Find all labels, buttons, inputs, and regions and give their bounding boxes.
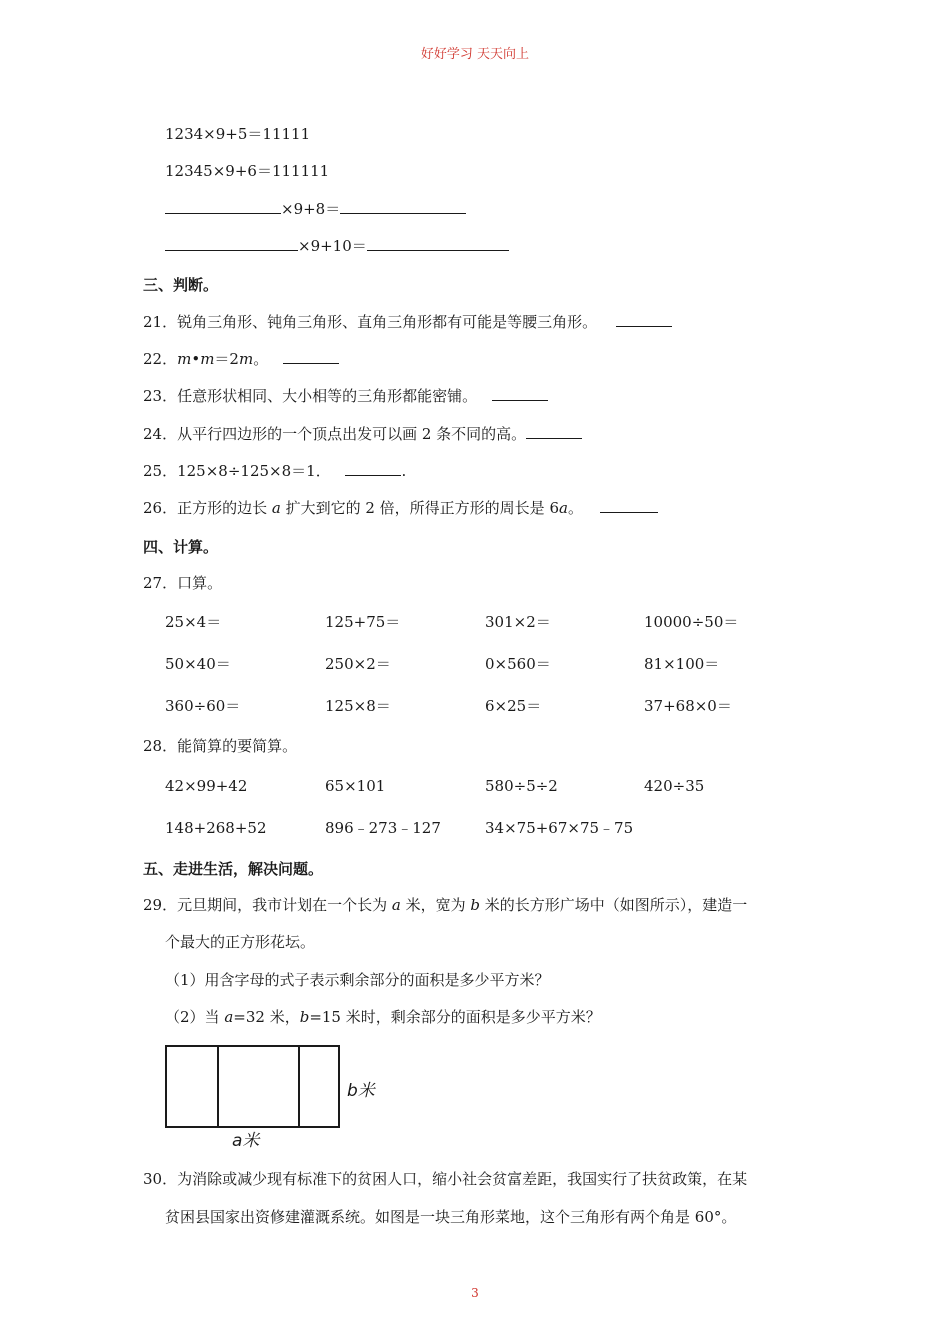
rectangle-figure <box>160 1040 400 1155</box>
oral-item: 37+68×0＝ <box>644 697 732 715</box>
pattern-expression: ×9+8＝ <box>281 200 341 218</box>
question-26: 26．正方形的边长 a 扩大到它的 2 倍，所得正方形的周长是 6a。 <box>143 498 658 518</box>
answer-blank[interactable] <box>492 386 548 401</box>
answer-blank[interactable] <box>526 424 582 439</box>
simplify-item: 42×99+42 <box>165 777 248 795</box>
oral-item: 6×25＝ <box>485 697 542 715</box>
question-27: 27．口算。 <box>143 574 223 592</box>
simplify-item: 65×101 <box>325 777 386 795</box>
pattern-expression: ×9+10＝ <box>298 237 367 255</box>
oral-item: 360÷60＝ <box>165 697 241 715</box>
question-25: 25．125×8÷125×8＝1． . <box>143 462 407 480</box>
page-number: 3 <box>471 1286 479 1300</box>
plaza-rectangle <box>166 1046 339 1127</box>
oral-item: 301×2＝ <box>485 613 551 631</box>
answer-blank[interactable] <box>616 312 672 327</box>
oral-item: 125×8＝ <box>325 697 391 715</box>
oral-item: 10000÷50＝ <box>644 613 739 631</box>
simplify-item: 420÷35 <box>644 777 705 795</box>
pattern-line-4 <box>165 236 509 256</box>
simplify-item: 148+268+52 <box>165 819 267 837</box>
page-header: 好好学习 天天向上 <box>420 47 530 62</box>
answer-blank[interactable] <box>283 349 339 364</box>
question-28: 28．能简算的要简算。 <box>143 737 298 755</box>
answer-blank[interactable] <box>345 461 401 476</box>
oral-item: 125+75＝ <box>325 613 401 631</box>
pattern-line-3 <box>165 199 466 219</box>
simplify-item: 580÷5÷2 <box>485 777 558 795</box>
pattern-line-2: 12345×9+6＝111111 <box>165 162 330 180</box>
question-24: 24．从平行四边形的一个顶点出发可以画 2 条不同的高。 <box>143 424 582 444</box>
width-label: b米 <box>347 1081 375 1101</box>
answer-blank[interactable] <box>165 199 281 214</box>
answer-blank[interactable] <box>600 498 658 513</box>
oral-item: 25×4＝ <box>165 613 222 631</box>
answer-blank[interactable] <box>340 199 466 214</box>
section-title-apply: 五、走进生活，解决问题。 <box>143 860 324 878</box>
answer-blank[interactable] <box>165 236 298 251</box>
question-29-part-1: （1）用含字母的式子表示剩余部分的面积是多少平方米？ <box>165 971 550 989</box>
question-23: 23．任意形状相同、大小相等的三角形都能密铺。 <box>143 386 548 406</box>
section-title-calc: 四、计算。 <box>143 538 219 556</box>
question-30-line-2: 贫困县国家出资修建灌溉系统。如图是一块三角形菜地，这个三角形有两个角是 60°。 <box>165 1208 737 1226</box>
oral-item: 0×560＝ <box>485 655 551 673</box>
question-29-part-2: （2）当 a=32 米，b=15 米时，剩余部分的面积是多少平方米？ <box>165 1008 601 1026</box>
question-21: 21．锐角三角形、钝角三角形、直角三角形都有可能是等腰三角形。 <box>143 312 672 332</box>
answer-blank[interactable] <box>367 236 509 251</box>
oral-item: 81×100＝ <box>644 655 720 673</box>
oral-item: 50×40＝ <box>165 655 231 673</box>
oral-item: 250×2＝ <box>325 655 391 673</box>
simplify-item: 896﹣273﹣127 <box>325 819 441 837</box>
section-title-judge: 三、判断。 <box>143 276 219 294</box>
pattern-line-1: 1234×9+5＝11111 <box>165 125 311 143</box>
length-label: a米 <box>232 1131 260 1151</box>
question-30-line-1: 30．为消除或减少现有标准下的贫困人口，缩小社会贫富差距，我国实行了扶贫政策，在某 <box>143 1170 748 1188</box>
question-29-line-2: 个最大的正方形花坛。 <box>165 933 316 951</box>
question-29-line-1: 29．元旦期间，我市计划在一个长为 a 米，宽为 b 米的长方形广场中（如图所示），建造一 <box>143 896 748 914</box>
question-22: 22．m•m＝2m。 <box>143 349 339 369</box>
simplify-item: 34×75+67×75﹣75 <box>485 819 634 837</box>
